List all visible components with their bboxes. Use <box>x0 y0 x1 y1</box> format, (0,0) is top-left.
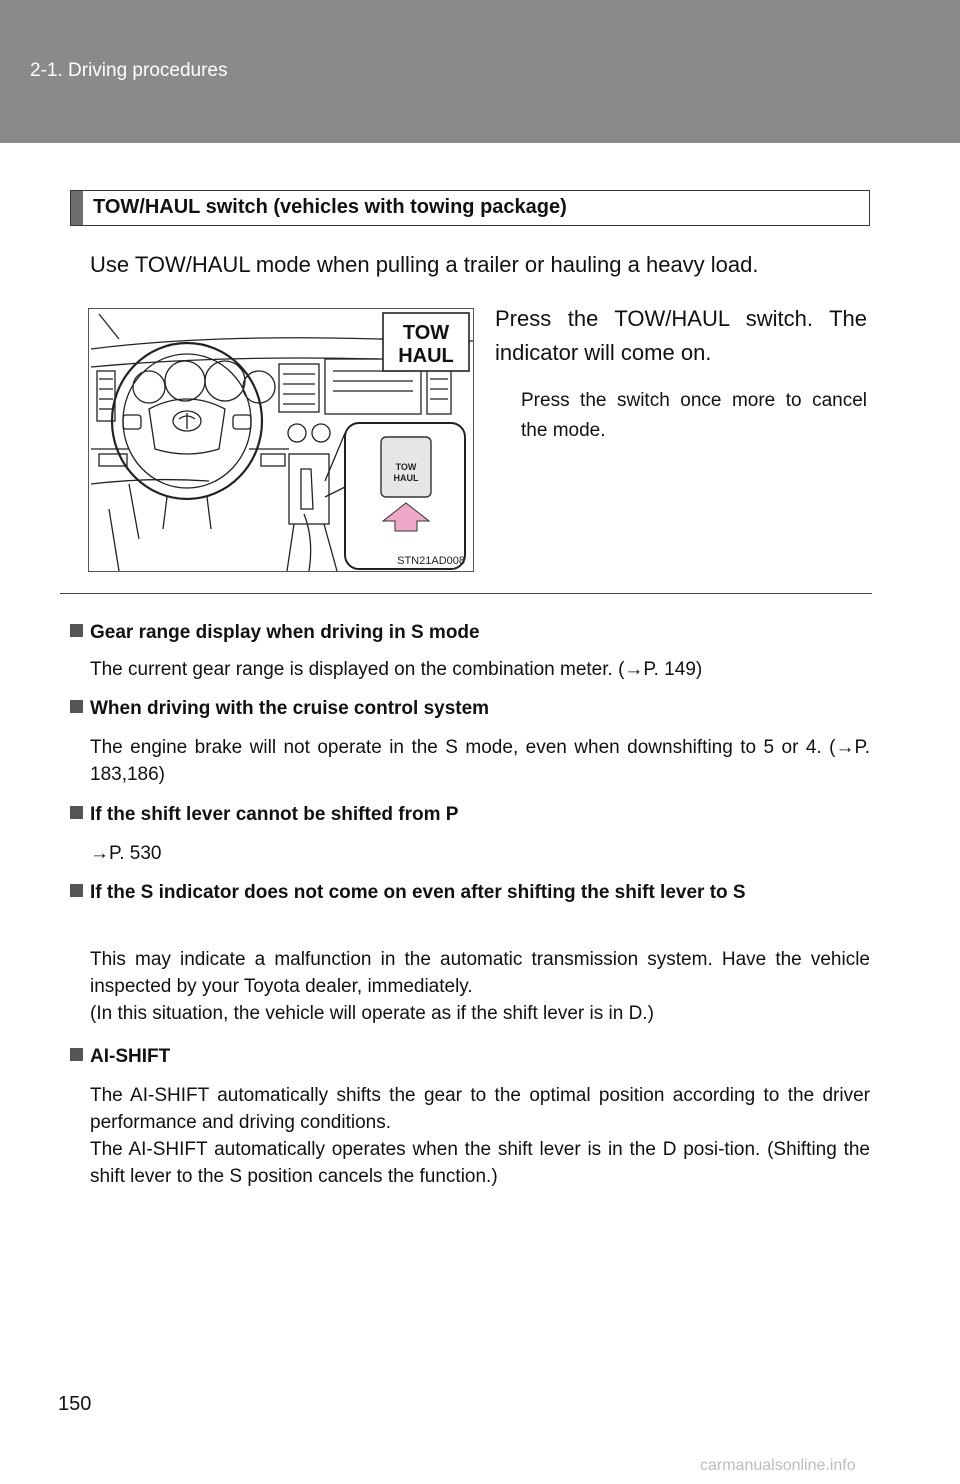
note-heading <box>70 1042 870 1072</box>
note-heading <box>70 694 870 724</box>
switch-label-line2: HAUL <box>393 473 419 483</box>
switch-label-line1: TOW <box>395 462 417 472</box>
callout-label-line2: HAUL <box>398 345 454 367</box>
bullet-square-icon <box>70 624 83 637</box>
dashboard-illustration <box>88 308 474 572</box>
figure-code: STN21AD008 <box>397 555 465 567</box>
note-heading-text: Gear range display when driving in S mode <box>90 622 480 643</box>
callout-label-line1: TOW <box>402 322 450 344</box>
section-label: 2-1. Driving procedures <box>30 60 228 81</box>
note-body: The engine brake will not operate in the S mode, even when downshifting to 5 or 4. (→P. 183,186) <box>90 737 870 785</box>
title-accent-bar <box>71 191 83 225</box>
watermark: carmanualsonline.info <box>700 1457 856 1474</box>
note-body: This may indicate a malfunction in the automatic transmission system. Have the vehicle inspected by your Toyota dealer, immediately. (In this situation, the vehicle will operate as if the shift lever is in D.) <box>90 949 870 1024</box>
section-divider <box>60 593 872 594</box>
note-heading-text: AI-SHIFT <box>90 1046 171 1067</box>
section-title-box <box>70 190 870 226</box>
note-body: The current gear range is displayed on the combination meter. (→P. 149) <box>90 659 703 680</box>
page-header <box>0 0 960 143</box>
section-title: TOW/HAUL switch (vehicles with towing package) <box>93 196 567 218</box>
note-body: The AI-SHIFT automatically shifts the gear to the optimal position according to the driver performance and driving conditions. The AI-SHIFT automatically operates when the shift lever is in the D posi-tion. (Shifting the shift lever to the S position cancels the function.) <box>90 1085 870 1187</box>
note-heading-text: If the shift lever cannot be shifted from P <box>90 804 459 825</box>
note-body: →P. 530 <box>90 843 162 864</box>
bullet-square-icon <box>70 700 83 713</box>
note-heading <box>70 878 870 908</box>
instruction-text: Press the TOW/HAUL switch. The indicator will come on. <box>495 306 867 365</box>
bullet-square-icon <box>70 806 83 819</box>
bullet-square-icon <box>70 884 83 897</box>
instruction-note: Press the switch once more to cancel the mode. <box>521 390 867 441</box>
dashboard-drawing <box>89 309 473 571</box>
note-heading-text: When driving with the cruise control system <box>90 698 490 719</box>
note-heading <box>70 800 870 830</box>
bullet-square-icon <box>70 1048 83 1061</box>
note-heading-text: If the S indicator does not come on even after shifting the shift lever to S <box>90 882 746 903</box>
note-heading <box>70 618 870 648</box>
page-number: 150 <box>58 1393 92 1415</box>
intro-text: Use TOW/HAUL mode when pulling a trailer or hauling a heavy load. <box>90 252 759 277</box>
